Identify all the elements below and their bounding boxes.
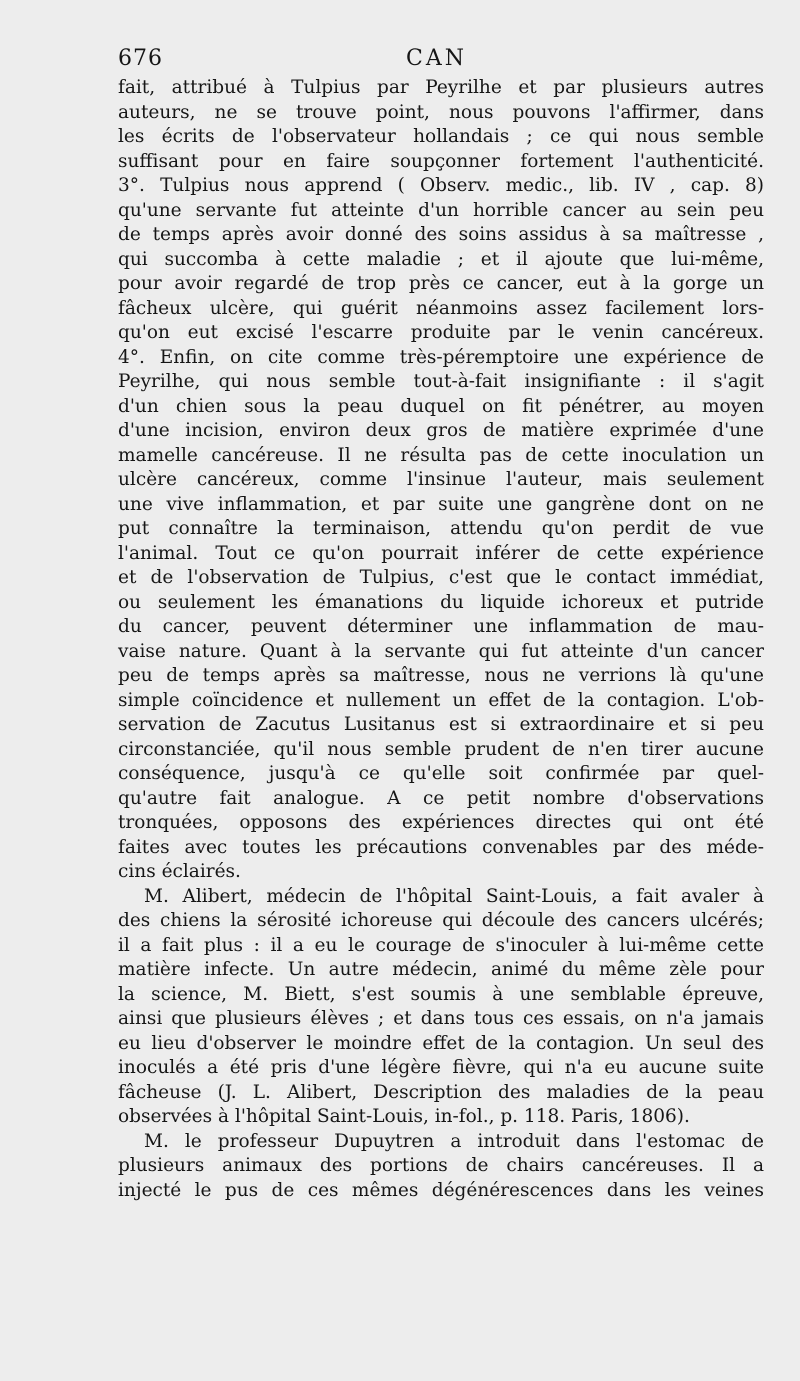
text-line: qui succomba à cette maladie ; et il ajoute que lui-même, [118,248,764,270]
text-line: qu'on eut excisé l'escarre produite par le venin cancéreux. [118,322,764,343]
text-line: fait, attribué à Tulpius par Peyrilhe et par plusieurs autres [118,77,764,98]
text-line: une vive inflammation, et par suite une gangrène dont on ne [118,493,764,515]
text-line: observées à l'hôpital Saint-Louis, in-fol., p. 118. Paris, 1806). [118,1106,690,1127]
body-text [118,76,764,1203]
text-line: 4°. Enfin, on cite comme très-péremptoire une expérience de [118,346,764,368]
text-line: fâcheuse (J. L. Alibert, Description des maladies de la peau [118,1081,764,1103]
text-line: pour avoir regardé de trop près ce cancer, eut à la gorge un [118,273,764,294]
text-line: M. Alibert, médecin de l'hôpital Saint-Louis, a fait avaler à [144,885,764,907]
text-line: qu'autre fait analogue. A ce petit nombre d'observations [118,787,764,809]
page-header [118,42,764,76]
text-line: auteurs, ne se trouve point, nous pouvons l'affirmer, dans [118,101,764,123]
text-line: peu de temps après sa maîtresse, nous ne verrions là qu'une [118,665,764,686]
text-line: faites avec toutes les précautions convenables par des méde- [118,836,764,858]
text-line: et de l'observation de Tulpius, c'est que le contact immédiat, [118,567,764,588]
text-line: il a fait plus : il a eu le courage de s'inoculer à lui-même cette [118,934,764,956]
text-line: vaise nature. Quant à la servante qui fut atteinte d'un cancer [118,640,764,662]
text-line: d'un chien sous la peau duquel on fit pénétrer, au moyen [118,395,764,417]
text-line: matière infecte. Un autre médecin, animé du même zèle pour [118,959,764,980]
text-line: mamelle cancéreuse. Il ne résulta pas de cette inoculation un [118,444,764,466]
text-line: Peyrilhe, qui nous semble tout-à-fait insignifiante : il s'agit [118,371,764,392]
text-line: inoculés a été pris d'une légère fièvre, qui n'a eu aucune suite [118,1057,764,1078]
text-line: tronquées, opposons des expériences directes qui ont été [118,812,764,833]
text-line: conséquence, jusqu'à ce qu'elle soit confirmée par quel- [118,763,764,784]
text-line: eu lieu d'observer le moindre effet de la contagion. Un seul des [118,1032,764,1054]
text-line: ulcère cancéreux, comme l'insinue l'auteur, mais seulement [118,469,764,490]
text-line: 3°. Tulpius nous apprend ( Observ. medic., lib. IV , cap. 8) [118,175,764,196]
text-line: ou seulement les émanations du liquide ichoreux et putride [118,591,764,613]
text-line: des chiens la sérosité ichoreuse qui découle des cancers ulcérés; [118,910,764,931]
text-line: circonstanciée, qu'il nous semble prudent de n'en tirer aucune [118,738,764,760]
text-line: les écrits de l'observateur hollandais ; ce qui nous semble [118,126,764,147]
text-line: simple coïncidence et nullement un effet de la contagion. L'ob- [118,689,764,711]
text-line: qu'une servante fut atteinte d'un horrible cancer au sein peu [118,199,764,221]
text-line: injecté le pus de ces mêmes dégénérescences dans les veines [118,1179,764,1201]
text-line: l'animal. Tout ce qu'on pourrait inférer de cette expérience [118,542,764,564]
running-head: CAN [406,46,467,71]
text-line: servation de Zacutus Lusitanus est si extraordinaire et si peu [118,714,764,735]
text-line: ainsi que plusieurs élèves ; et dans tous ces essais, on n'a jamais [118,1008,764,1029]
text-line: de temps après avoir donné des soins assidus à sa maîtresse , [118,224,764,245]
text-line: fâcheux ulcère, qui guérit néanmoins assez facilement lors- [118,297,764,319]
text-line: la science, M. Biett, s'est soumis à une semblable épreuve, [118,983,764,1005]
text-line: cins éclairés. [118,861,241,882]
text-line: du cancer, peuvent déterminer une inflammation de mau- [118,616,764,637]
text-line: d'une incision, environ deux gros de matière exprimée d'une [118,420,764,441]
text-line: suffisant pour en faire soupçonner fortement l'authenticité. [118,150,764,172]
text-line: M. le professeur Dupuytren a introduit dans l'estomac de [144,1130,764,1152]
page-number: 676 [118,46,163,71]
text-line: plusieurs animaux des portions de chairs cancéreuses. Il a [118,1155,764,1176]
text-line: put connaître la terminaison, attendu qu'on perdit de vue [118,518,764,539]
